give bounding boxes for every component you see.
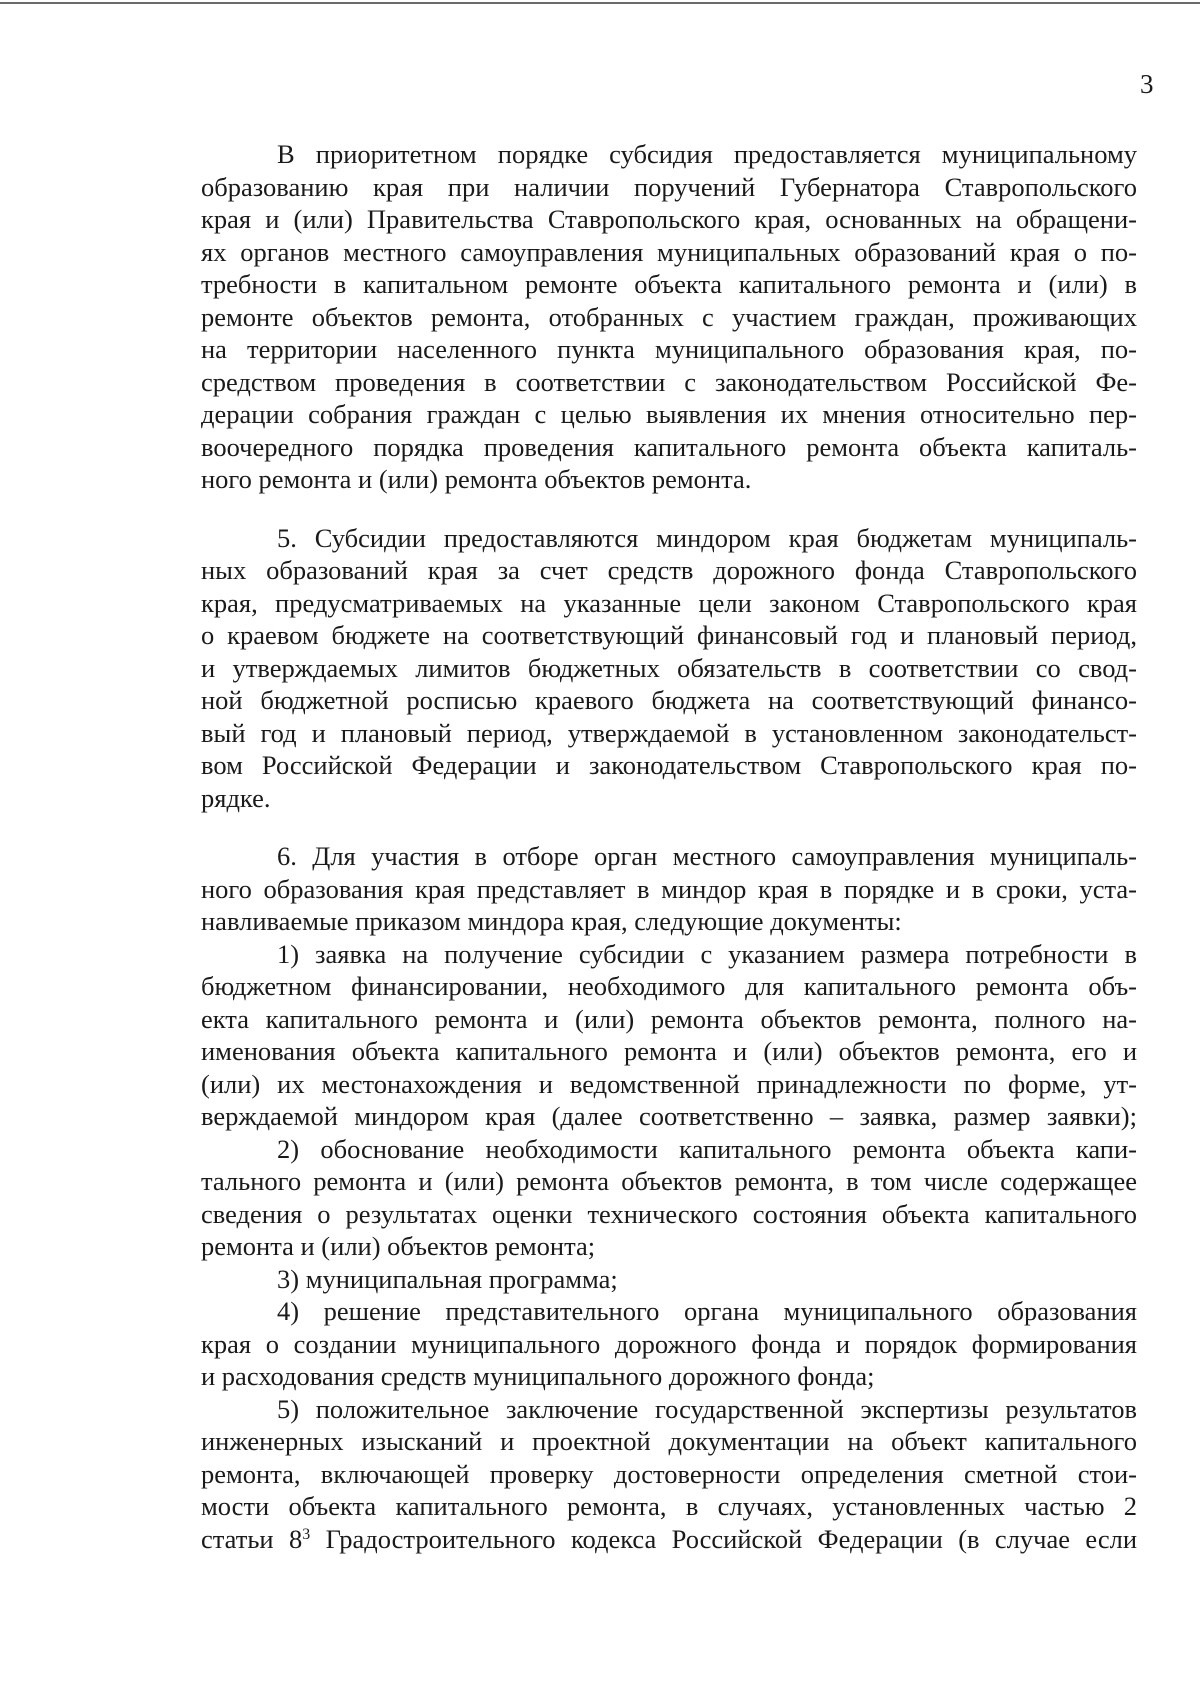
text-line: ремонта и (или) объектов ремонта; xyxy=(201,1231,596,1261)
page-number: 3 xyxy=(1140,69,1154,99)
list-item-3: 3) муниципальная программа; xyxy=(277,1263,618,1294)
text-line: 6. Для участия в отборе орган местного самоуправления муниципаль- xyxy=(277,841,1137,871)
text-line: ремонте объектов ремонта, отобранных с участием граждан, проживающих xyxy=(201,301,1137,332)
text-line: вом Российской Федерации и законодательством Ставропольского края по- xyxy=(201,750,1137,780)
text-line: средством проведения в соответствии с законодательством Российской Фе- xyxy=(201,366,1137,397)
list-item-1: 1) заявка на получение субсидии с указанием размера потребности в xyxy=(277,938,1137,969)
text-line: воочередного порядка проведения капитального ремонта объекта капиталь- xyxy=(201,431,1137,462)
text-line: сведения о результатах оценки технического состояния объекта капитального xyxy=(201,1198,1137,1229)
scan-edge-line xyxy=(0,2,1200,4)
text-line: о краевом бюджете на соответствующий финансовый год и плановый период, xyxy=(201,620,1137,650)
document-body xyxy=(201,138,1137,1555)
text-line: ремонта, включающей проверку достоверности определения сметной стои- xyxy=(201,1458,1137,1489)
text-line: края и (или) Правительства Ставропольского края, основанных на обращени- xyxy=(201,204,1137,234)
text-line-last xyxy=(201,1523,1137,1556)
text-line: именования объекта капитального ремонта и (или) объектов ремонта, его и xyxy=(201,1036,1137,1066)
text-line: образованию края при наличии поручений Губернатора Ставропольского xyxy=(201,171,1137,202)
text-line: 5. Субсидии предоставляются миндором края бюджетам муниципаль- xyxy=(277,522,1137,553)
text-line: дерации собрания граждан с целью выявления их мнения относительно пер- xyxy=(201,399,1137,429)
text-line: ных образований края за счет средств дорожного фонда Ставропольского xyxy=(201,555,1137,585)
text-line: и расходования средств муниципального дорожного фонда; xyxy=(201,1361,875,1391)
text-line: екта капитального ремонта и (или) ремонта объектов ремонта, полного на- xyxy=(201,1003,1137,1034)
text-line: ях органов местного самоуправления муниципальных образований края о по- xyxy=(201,236,1137,267)
text-line: и утверждаемых лимитов бюджетных обязательств в соответствии со свод- xyxy=(201,652,1137,683)
text-line: инженерных изысканий и проектной документации на объект капитального xyxy=(201,1426,1137,1456)
text-line: мости объекта капитального ремонта, в случаях, установленных частью 2 xyxy=(201,1491,1137,1521)
text-line: ной бюджетной росписью краевого бюджета на соответствующий финансо- xyxy=(201,685,1137,715)
text-line: ного ремонта и (или) ремонта объектов ремонта. xyxy=(201,464,752,494)
superscript: 3 xyxy=(302,1525,311,1543)
list-item-2: 2) обоснование необходимости капитального ремонта объекта капи- xyxy=(277,1133,1137,1164)
text-fragment: Градостроительного кодекса Российской Федерации (в случае если xyxy=(310,1523,1137,1554)
text-line: ного образования края представляет в миндор края в порядке и в сроки, уста- xyxy=(201,873,1137,904)
list-item-4: 4) решение представительного органа муниципального образования xyxy=(277,1296,1137,1326)
paragraph-6 xyxy=(201,840,1137,1555)
paragraph-priority xyxy=(201,138,1137,496)
paragraph-5 xyxy=(201,522,1137,815)
text-line: тального ремонта и (или) ремонта объектов ремонта, в том числе содержащее xyxy=(201,1166,1137,1196)
text-line: навливаемые приказом миндора края, следующие документы: xyxy=(201,906,902,936)
text-line: (или) их местонахождения и ведомственной принадлежности по форме, ут- xyxy=(201,1068,1137,1099)
text-line: рядке. xyxy=(201,782,271,813)
text-line: В приоритетном порядке субсидия предоставляется муниципальному xyxy=(277,139,1137,169)
text-line: на территории населенного пункта муниципального образования края, по- xyxy=(201,334,1137,364)
text-line: требности в капитальном ремонте объекта капитального ремонта и (или) в xyxy=(201,269,1137,299)
text-line: бюджетном финансировании, необходимого для капитального ремонта объ- xyxy=(201,971,1137,1001)
text-line: верждаемой миндором края (далее соответственно – заявка, размер заявки); xyxy=(201,1101,1137,1131)
text-fragment: статьи 8 xyxy=(201,1523,303,1554)
list-item-5: 5) положительное заключение государственной экспертизы результатов xyxy=(277,1393,1137,1424)
text-line: края о создании муниципального дорожного фонда и порядок формирования xyxy=(201,1328,1137,1359)
text-line: вый год и плановый период, утверждаемой в установленном законодательст- xyxy=(201,717,1137,748)
text-line: края, предусматриваемых на указанные цели законом Ставропольского края xyxy=(201,587,1137,618)
